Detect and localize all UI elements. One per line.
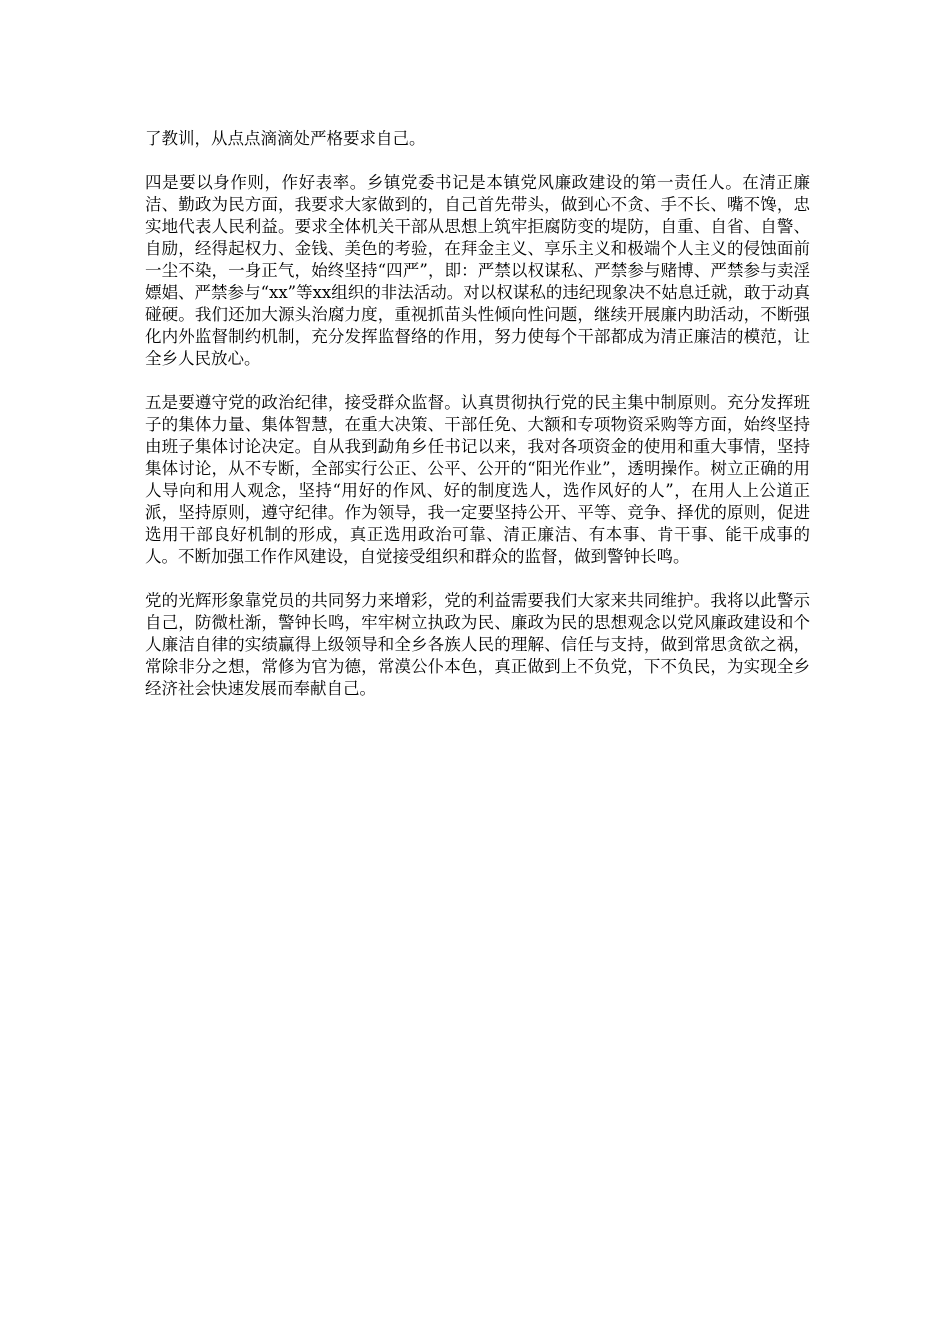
paragraph-point-five: 五是要遵守党的政治纪律，接受群众监督。认真贯彻执行党的民主集中制原则。充分发挥班子的集体力量、集体智慧，在重大决策、干部任免、大额和专项物资采购等方面，始终坚持由班子集体讨论决定。自从我到勐角乡任书记以来，我对各项资金的使用和重大事情，坚持集体讨论，从不专断，全部实行公正、公平、公开的“阳光作业”，透明操作。树立正确的用人导向和用人观念，坚持“用好的作风、好的制度选人，选作风好的人”，在用人上公道正派，坚持原则，遵守纪律。作为领导，我一定要坚持公开、平等、竞争、择优的原则，促进选用干部良好机制的形成，真正选用政治可靠、清正廉洁、有本事、肯干事、能干成事的人。不断加强工作作风建设，自觉接受组织和群众的监督，做到警钟长鸣。	[145, 393, 810, 566]
document-body	[145, 128, 810, 722]
paragraph-conclusion: 党的光辉形象靠党员的共同努力来增彩，党的利益需要我们大家来共同维护。我将以此警示自己，防微杜渐，警钟长鸣，牢牢树立执政为民、廉政为民的思想观念以党风廉政建设和个人廉洁自律的实绩赢得上级领导和全乡各族人民的理解、信任与支持，做到常思贪欲之祸，常除非分之想，常修为官为德，常漠公仆本色，真正做到上不负党，下不负民，为实现全乡经济社会快速发展而奉献自己。	[145, 591, 810, 698]
paragraph-continuation: 了教训，从点点滴滴处严格要求自己。	[145, 129, 426, 148]
paragraph-point-four: 四是要以身作则，作好表率。乡镇党委书记是本镇党风廉政建设的第一责任人。在清正廉洁、勤政为民方面，我要求大家做到的，自己首先带头，做到心不贪、手不长、嘴不馋，忠实地代表人民利益。要求全体机关干部从思想上筑牢拒腐防变的堤防，自重、自省、自警、自励，经得起权力、金钱、美色的考验，在拜金主义、享乐主义和极端个人主义的侵蚀面前一尘不染，一身正气，始终坚持“四严”，即：严禁以权谋私、严禁参与赌博、严禁参与卖淫嫖娼、严禁参与“xx”等xx组织的非法活动。对以权谋私的违纪现象决不姑息迁就，敢于动真碰硬。我们还加大源头治腐力度，重视抓苗头性倾向性问题，继续开展廉内助活动，不断强化内外监督制约机制，充分发挥监督络的作用，努力使每个干部都成为清正廉洁的模范，让全乡人民放心。	[145, 173, 810, 368]
